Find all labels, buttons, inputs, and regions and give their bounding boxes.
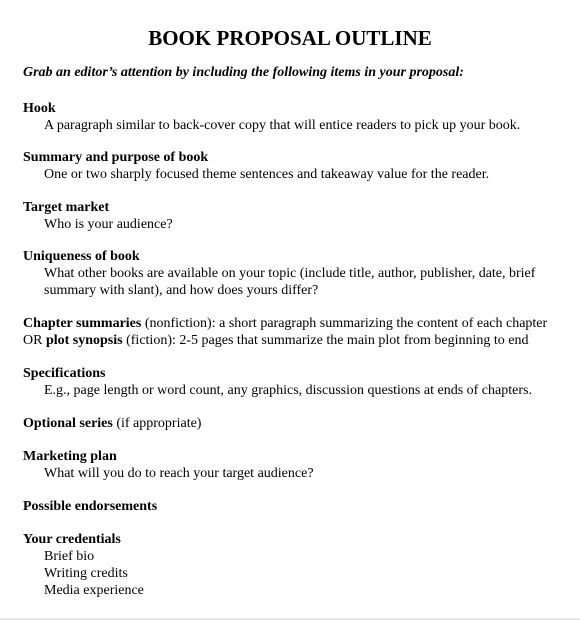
section-text: Who is your audience? (44, 217, 173, 232)
credential-item: Writing credits (44, 566, 128, 581)
section-heading: Your credentials (23, 532, 121, 547)
section-heading: Target market (23, 200, 110, 215)
chapter-summaries-label: Chapter summaries (23, 316, 142, 331)
section-heading: Optional series (23, 416, 113, 431)
section-specifications (23, 365, 568, 399)
section-chapter-summaries (23, 315, 568, 349)
section-text: A paragraph similar to back-cover copy that will entice readers to pick up your book. (44, 118, 521, 133)
section-marketing-plan (23, 448, 568, 482)
section-text: One or two sharply focused theme sentences and takeaway value for the reader. (44, 167, 490, 182)
plot-synopsis-line (23, 332, 568, 349)
plot-synopsis-text: (fiction): 2-5 pages that summarize the main plot from beginning to end (122, 333, 529, 348)
section-text: summary with slant), and how does yours differ? (44, 283, 319, 298)
page-title: BOOK PROPOSAL OUTLINE (148, 26, 432, 50)
chapter-summaries-line (23, 315, 568, 332)
section-heading: Hook (23, 101, 56, 116)
intro-text: Grab an editor’s attention by including the following items in your proposal: (23, 65, 464, 80)
credential-item: Media experience (44, 583, 144, 598)
section-target-market (23, 199, 568, 233)
section-heading: Uniqueness of book (23, 249, 140, 264)
section-text: What other books are available on your topic (include title, author, publisher, date, brief (44, 266, 536, 281)
section-heading: Summary and purpose of book (23, 150, 209, 165)
optional-series-note: (if appropriate) (112, 416, 202, 431)
section-summary (23, 149, 568, 183)
section-text: What will you do to reach your target audience? (44, 466, 314, 481)
credential-item: Brief bio (44, 549, 95, 564)
optional-series-line (23, 415, 568, 432)
section-text: E.g., page length or word count, any graphics, discussion questions at ends of chapters. (44, 383, 532, 398)
section-credentials (23, 531, 568, 599)
section-optional-series (23, 415, 568, 432)
or-text: OR (23, 333, 46, 348)
section-heading: Possible endorsements (23, 499, 158, 514)
section-hook (23, 100, 568, 134)
section-uniqueness (23, 248, 568, 299)
plot-synopsis-label: plot synopsis (45, 333, 123, 348)
section-heading: Specifications (23, 366, 106, 381)
chapter-summaries-text: (nonfiction): a short paragraph summarizing the content of each chapter (141, 316, 548, 331)
section-endorsements (23, 498, 568, 515)
section-heading: Marketing plan (23, 449, 117, 464)
